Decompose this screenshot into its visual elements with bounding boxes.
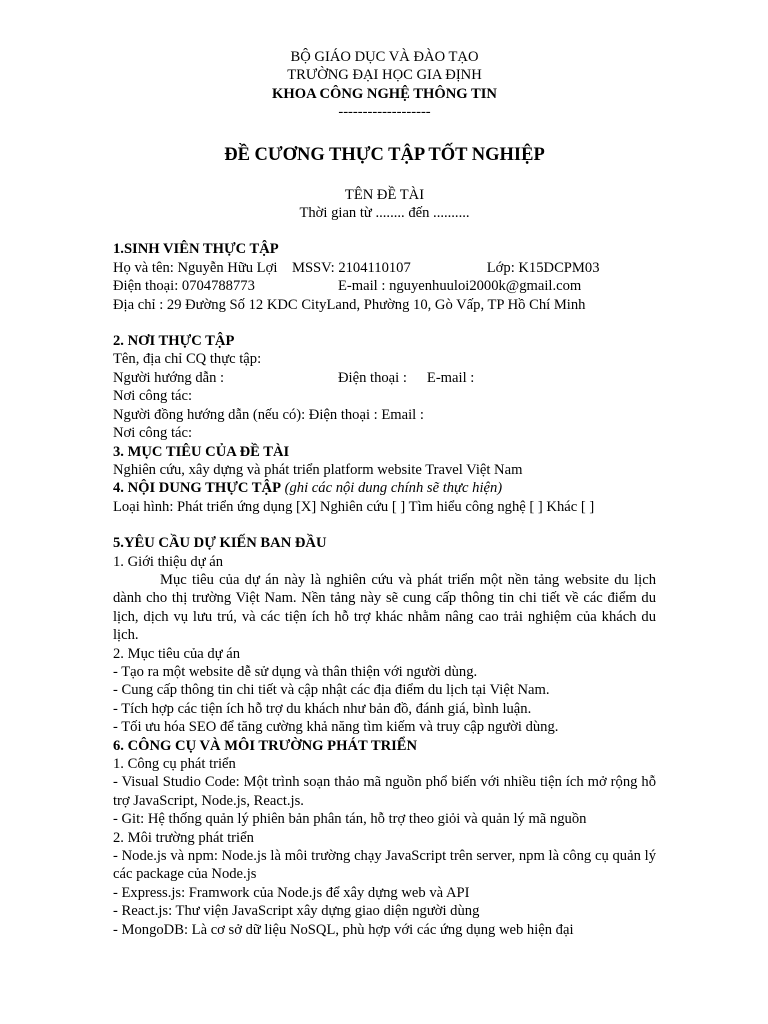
student-address: Địa chỉ : 29 Đường Số 12 KDC CityLand, Phường 10, Gò Vấp, TP Hồ Chí Minh	[113, 296, 586, 313]
topic-label: TÊN ĐỀ TÀI	[344, 186, 425, 203]
student-phone: Điện thoại: 0704788773	[113, 278, 255, 295]
mentor-email: E-mail :	[426, 369, 475, 386]
goal-item: - Tích hợp các tiện ích hỗ trợ du khách như bản đồ, đánh giá, bình luận.	[113, 700, 532, 717]
student-name: Họ và tên: Nguyễn Hữu Lợi	[113, 259, 278, 276]
subheading-goals: 2. Mục tiêu của dự án	[113, 645, 241, 662]
mentor-workplace: Nơi công tác:	[113, 388, 193, 405]
co-mentor-workplace: Nơi công tác:	[113, 425, 193, 442]
subheading-intro: 1. Giới thiệu dự án	[113, 553, 224, 570]
mentor-line	[113, 369, 656, 387]
university-name: TRƯỜNG ĐẠI HỌC GIA ĐỊNH	[287, 67, 482, 84]
section-content	[113, 479, 656, 516]
topic-time: Thời gian từ ........ đến ..........	[299, 205, 470, 222]
header-divider: -------------------	[338, 104, 431, 121]
tool-item: - Visual Studio Code: Một trình soạn thảo mã nguồn phổ biến với nhiều tiện ích mở rộng hỗ trợ JavaScript, Node.js, React.js.	[113, 774, 656, 809]
tool-item: - Git: Hệ thống quản lý phiên bản phân tán, hỗ trợ theo giỏi và quản lý mã nguồn	[113, 811, 587, 828]
section-heading: 2. NƠI THỰC TẬP	[113, 333, 235, 350]
section-heading: 6. CÔNG CỤ VÀ MÔI TRƯỜNG PHÁT TRIỂN	[113, 737, 418, 754]
intro-paragraph: Mục tiêu của dự án này là nghiên cứu và phát triển một nền tảng website du lịch dành cho thị trường Việt Nam. Nền tảng này sẽ cung cấp thông tin chi tiết về các điểm du lịch, dịch vụ lưu trú, và các tiện ích hỗ trợ khác nhằm nâng cao trải nghiệm của khách du lịch.	[113, 571, 656, 644]
section-tools	[113, 737, 656, 939]
document-header	[113, 48, 656, 122]
goal-item: - Tối ưu hóa SEO để tăng cường khả năng tìm kiếm và truy cập người dùng.	[113, 719, 559, 736]
co-mentor-line: Người đồng hướng dẫn (nếu có): Điện thoại : Email :	[113, 406, 424, 423]
objective-text: Nghiên cứu, xây dựng và phát triển platform website Travel Việt Nam	[113, 461, 523, 478]
section-internship-place	[113, 332, 656, 442]
env-item: - Express.js: Framwork của Node.js để xây dựng web và API	[113, 884, 470, 901]
env-item: - React.js: Thư viện JavaScript xây dựng giao diện người dùng	[113, 903, 480, 920]
goal-item: - Cung cấp thông tin chi tiết và cập nhật các địa điểm du lịch tại Việt Nam.	[113, 682, 550, 699]
section-heading: 5.YÊU CẦU DỰ KIẾN BAN ĐẦU	[113, 535, 327, 552]
student-email: E-mail : nguyenhuuloi2000k@gmail.com	[338, 278, 582, 295]
env-item: - MongoDB: Là cơ sở dữ liệu NoSQL, phù hợp với các ứng dụng web hiện đại	[113, 921, 574, 938]
section-heading: 3. MỤC TIÊU CỦA ĐỀ TÀI	[113, 443, 290, 460]
section-heading: 1.SINH VIÊN THỰC TẬP	[113, 241, 279, 258]
student-info-line	[113, 259, 656, 277]
student-class: Lớp: K15DCPM03	[486, 259, 600, 276]
section-heading: 4. NỘI DUNG THỰC TẬP	[113, 480, 281, 497]
mentor-name: Người hướng dẫn :	[113, 369, 225, 386]
subheading-tools: 1. Công cụ phát triển	[113, 756, 236, 772]
topic-block	[113, 186, 656, 223]
content-note: (ghi các nội dung chính sẽ thực hiện)	[284, 480, 503, 497]
goal-item: - Tạo ra một website dễ sử dụng và thân thiện với người dùng.	[113, 663, 478, 680]
section-requirements	[113, 534, 656, 736]
content-heading-line	[113, 479, 656, 497]
document-title: ĐỀ CƯƠNG THỰC TẬP TỐT NGHIỆP	[224, 144, 545, 165]
faculty-name: KHOA CÔNG NGHỆ THÔNG TIN	[272, 85, 497, 102]
env-item: - Node.js và npm: Node.js là môi trường chạy JavaScript trên server, npm là công cụ quản lý các package của Node.js	[113, 848, 656, 883]
subheading-env: 2. Môi trường phát triển	[113, 829, 254, 846]
section-student	[113, 240, 656, 314]
student-contact-line	[113, 277, 656, 295]
content-types: Loại hình: Phát triển ứng dụng [X] Nghiên cứu [ ] Tìm hiểu công nghệ [ ] Khác [ ]	[113, 498, 595, 515]
org-address: Tên, địa chỉ CQ thực tập:	[113, 351, 262, 368]
student-mssv: MSSV: 2104110107	[291, 259, 411, 276]
ministry-name: BỘ GIÁO DỤC VÀ ĐÀO TẠO	[290, 49, 479, 65]
section-objective	[113, 443, 656, 480]
mentor-phone: Điện thoại :	[338, 369, 407, 386]
